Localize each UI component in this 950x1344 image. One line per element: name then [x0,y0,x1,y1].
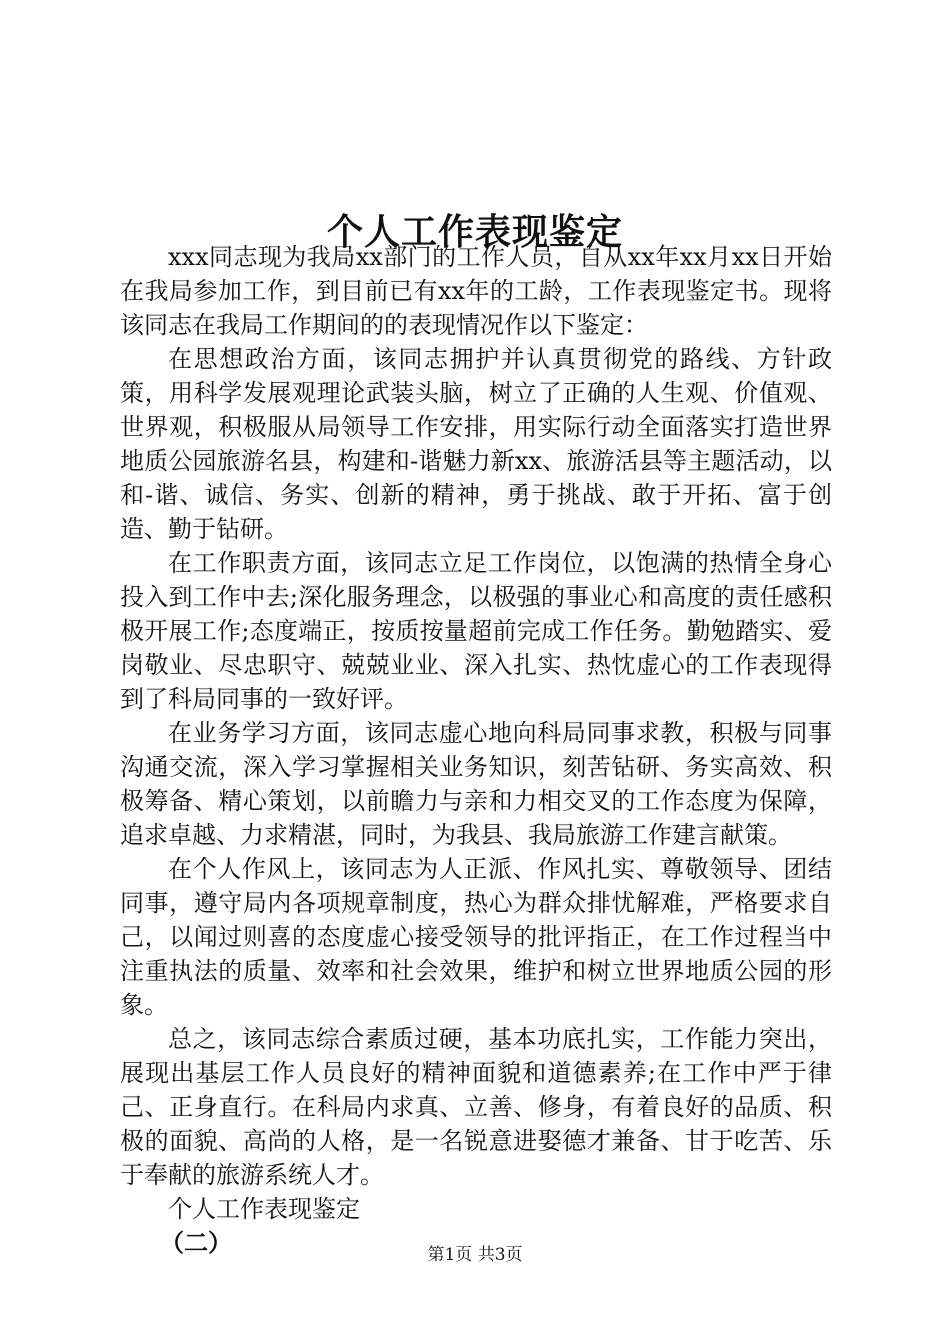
page-footer: 第1页 共3页 [427,1245,523,1265]
paragraph-duties: 在工作职责方面，该同志立足工作岗位，以饱满的热情全身心投入到工作中去;深化服务理念，以极强的事业心和高度的责任感积极开展工作;态度端正，按质按量超前完成工作任务。勤勉踏实、爱岗敬业、尽忠职守、兢兢业业、深入扎实、热忱虚心的工作表现得到了科局同事的一致好评。 [120,549,832,713]
page-title: 个人工作表现鉴定 [326,211,623,254]
section-subtitle: 个人工作表现鉴定 [168,1195,360,1223]
paragraph-conduct: 在个人作风上，该同志为人正派、作风扎实、尊敬领导、团结同事，遵守局内各项规章制度，热心为群众排忧解难，严格要求自己，以闻过则喜的态度虚心接受领导的批评指正，在工作过程当中注重执法的质量、效率和社会效果，维护和树立世界地质公园的形象。 [120,855,832,1019]
document-body [120,240,832,1260]
paragraph-summary: 总之，该同志综合素质过硬，基本功底扎实，工作能力突出，展现出基层工作人员良好的精神面貌和道德素养;在工作中严于律己、正身直行。在科局内求真、立善、修身，有着良好的品质、积极的面貌、高尚的人格，是一名锐意进娶德才兼备、甘于吃苦、乐于奉献的旅游系统人才。 [120,1025,832,1189]
paragraph-study: 在业务学习方面，该同志虚心地向科局同事求教，积极与同事沟通交流，深入学习掌握相关业务知识，刻苦钻研、务实高效、积极筹备、精心策划，以前瞻力与亲和力相交叉的工作态度为保障，追求卓越、力求精湛，同时，为我县、我局旅游工作建言献策。 [120,719,832,849]
paragraph-political: 在思想政治方面，该同志拥护并认真贯彻党的路线、方针政策，用科学发展观理论武装头脑，树立了正确的人生观、价值观、世界观，积极服从局领导工作安排，用实际行动全面落实打造世界地质公园旅游名县，构建和-谐魅力新xx、旅游活县等主题活动，以和-谐、诚信、务实、创新的精神，勇于挑战、敢于开拓、富于创造、勤于钻研。 [120,345,832,543]
section-marker: （二） [160,1228,232,1257]
paragraph-intro: xxx同志现为我局xx部门的工作人员，自从xx年xx月xx日开始在我局参加工作，到目前已有xx年的工龄，工作表现鉴定书。现将该同志在我局工作期间的的表现情况作以下鉴定： [120,243,832,339]
